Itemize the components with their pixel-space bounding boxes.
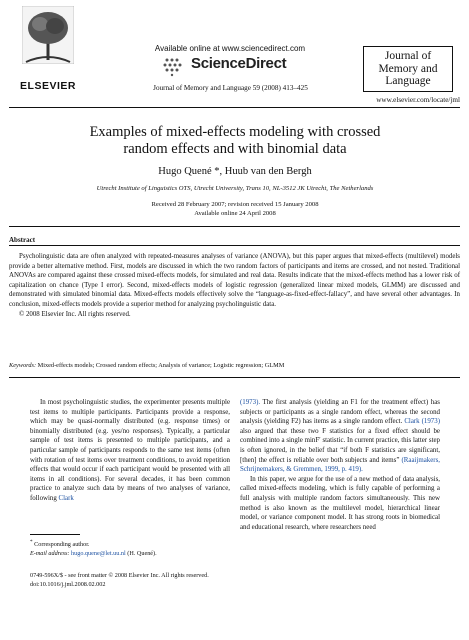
journal-reference: Journal of Memory and Language 59 (2008) 413–425 [153,84,308,92]
journal-name-line: Memory and [378,62,438,75]
affiliation: Utrecht Institute of Linguistics OTS, Utrecht University, Trans 10, NL-3512 JK Utrecht, The Netherlands [96,185,374,192]
issn-line: 0749-596X/$ - see front matter © 2008 Elsevier Inc. All rights reserved. [30,572,209,579]
abstract-body [9,252,460,319]
body-right-column [240,398,440,532]
title-line: Examples of mixed-effects modeling with crossed [89,124,381,140]
available-online-text: Available online at www.sciencedirect.com [154,44,306,53]
publication-dates [20,200,450,218]
corresponding-author-note [30,538,230,550]
received-date: Received 28 February 2007; revision received 15 January 2008 [151,201,319,208]
doi-line[interactable]: doi:10.1016/j.jml.2008.02.002 [30,580,106,588]
email-suffix: (H. Quené). [127,549,157,557]
journal-name-line: Journal of [384,50,432,62]
email-note [30,550,230,559]
abstract-heading-divider [9,245,460,246]
issn-doi [30,572,330,589]
body-paragraph: In this paper, we argue for the use of a new method of data analysis, called mixed-effects modeling, which is fully capable of performing a full analysis with multiple random factors simultaneously. This new method is also known as the multilevel model, hierarchical linear model, or variance component model. It has strong roots in biomedical and educational research, where researchers need [240,475,440,531]
available-date: Available online 24 April 2008 [194,210,276,217]
title-line: random effects and with binomial data [123,141,347,157]
email-label: E-mail address: [30,549,70,557]
header-divider [9,107,460,108]
citation-link[interactable]: Clark (1973) [404,418,440,426]
journal-name-line: Language [385,75,431,87]
keywords [9,362,460,369]
abstract-heading: Abstract [9,236,36,244]
corresponding-label: Corresponding author. [34,541,90,549]
keywords-divider [9,377,460,378]
keywords-label: Keywords: [9,362,37,369]
paper-title [20,124,450,158]
publisher-name: ELSEVIER [20,80,76,92]
sciencedirect-dots-icon [161,55,187,77]
elsevier-logo [22,6,74,64]
body-left-column [30,398,230,504]
keywords-text: Mixed-effects models; Crossed random effects; Analysis of variance; Logistic regression; GLMM [37,362,285,369]
journal-url-link[interactable]: www.elsevier.com/locate/jml [376,96,460,104]
paragraph-text: also argued that these two F statistics for a fixed effect should be combined into a single minF′ statistic. In current practice, this latter step is often ignored, in the belief that “if both F statistics are significant, [then] the effect is reliable over both subjects and items” [240,427,440,464]
citation-link[interactable]: (Raaijmakers, Schrijnemakers, & Gremmen, 1999, p. 419). [240,456,440,474]
intro-paragraph [30,398,230,504]
email-link[interactable]: hugo.quene@let.uu.nl [71,549,126,557]
footnote-star: * [30,539,33,545]
citation-link[interactable]: Clark [58,494,74,502]
journal-name-box [363,46,453,92]
paragraph-text: In most psycholinguistic studies, the experimenter presents multiple test items to multiple participants. Participants provide a response, which may be quasi-normally distributed (e.g. response times) or binomially distributed (e.g. yes/no responses). Typically, a particular sample of test items is presented to multiple participants, and a particular sample of participants responds to the same test items (often with rotation of test items over treatment conditions, to avoid repetition effects that would occur if each participant would be presented with all items in all conditions). For several decades, it has been common practice to analyze such data by means of two analyses of variance, following [30,399,230,502]
footnote-divider [30,534,80,535]
citation-link[interactable]: (1973). [240,399,261,406]
abstract-divider [9,226,460,227]
sciencedirect-logo [161,55,306,77]
continued-paragraph [240,398,440,475]
paragraph-text: The first analysis (yielding an F1 for the treatment effect) has subjects or participants as a single random effect, whereas the second analysis (yielding F2) has items as a single random effect. [240,399,440,426]
sciencedirect-wordmark: ScienceDirect [191,55,287,72]
abstract-copyright: © 2008 Elsevier Inc. All rights reserved. [19,310,131,318]
footnote [30,538,230,558]
abstract-text: Psycholinguistic data are often analyzed with repeated-measures analyses of variance (ANOVA), but this paper argues that mixed-effects (multilevel) models provide a better alternative method. First, models are discussed in which the two random factors of participants and items are crossed, and not nested. Traditional ANOVAs are compared against these crossed mixed-effects models, for simulated and real data. Results indicate that the mixed-effects method has a lower risk of capitalization on chance (Type I error). Second, mixed-effects models of logistic regression (generalized linear mixed models, GLMM) are discussed and demonstrated with simulated binomial data. Mixed-effects models effectively solve the “language-as-fixed-effect-fallacy”, and have several other advantages. In conclusion, mixed-effects models provide a superior method for analyzing psycholinguistic data. [9,253,460,308]
authors: Hugo Quené *, Huub van den Bergh [158,166,312,177]
